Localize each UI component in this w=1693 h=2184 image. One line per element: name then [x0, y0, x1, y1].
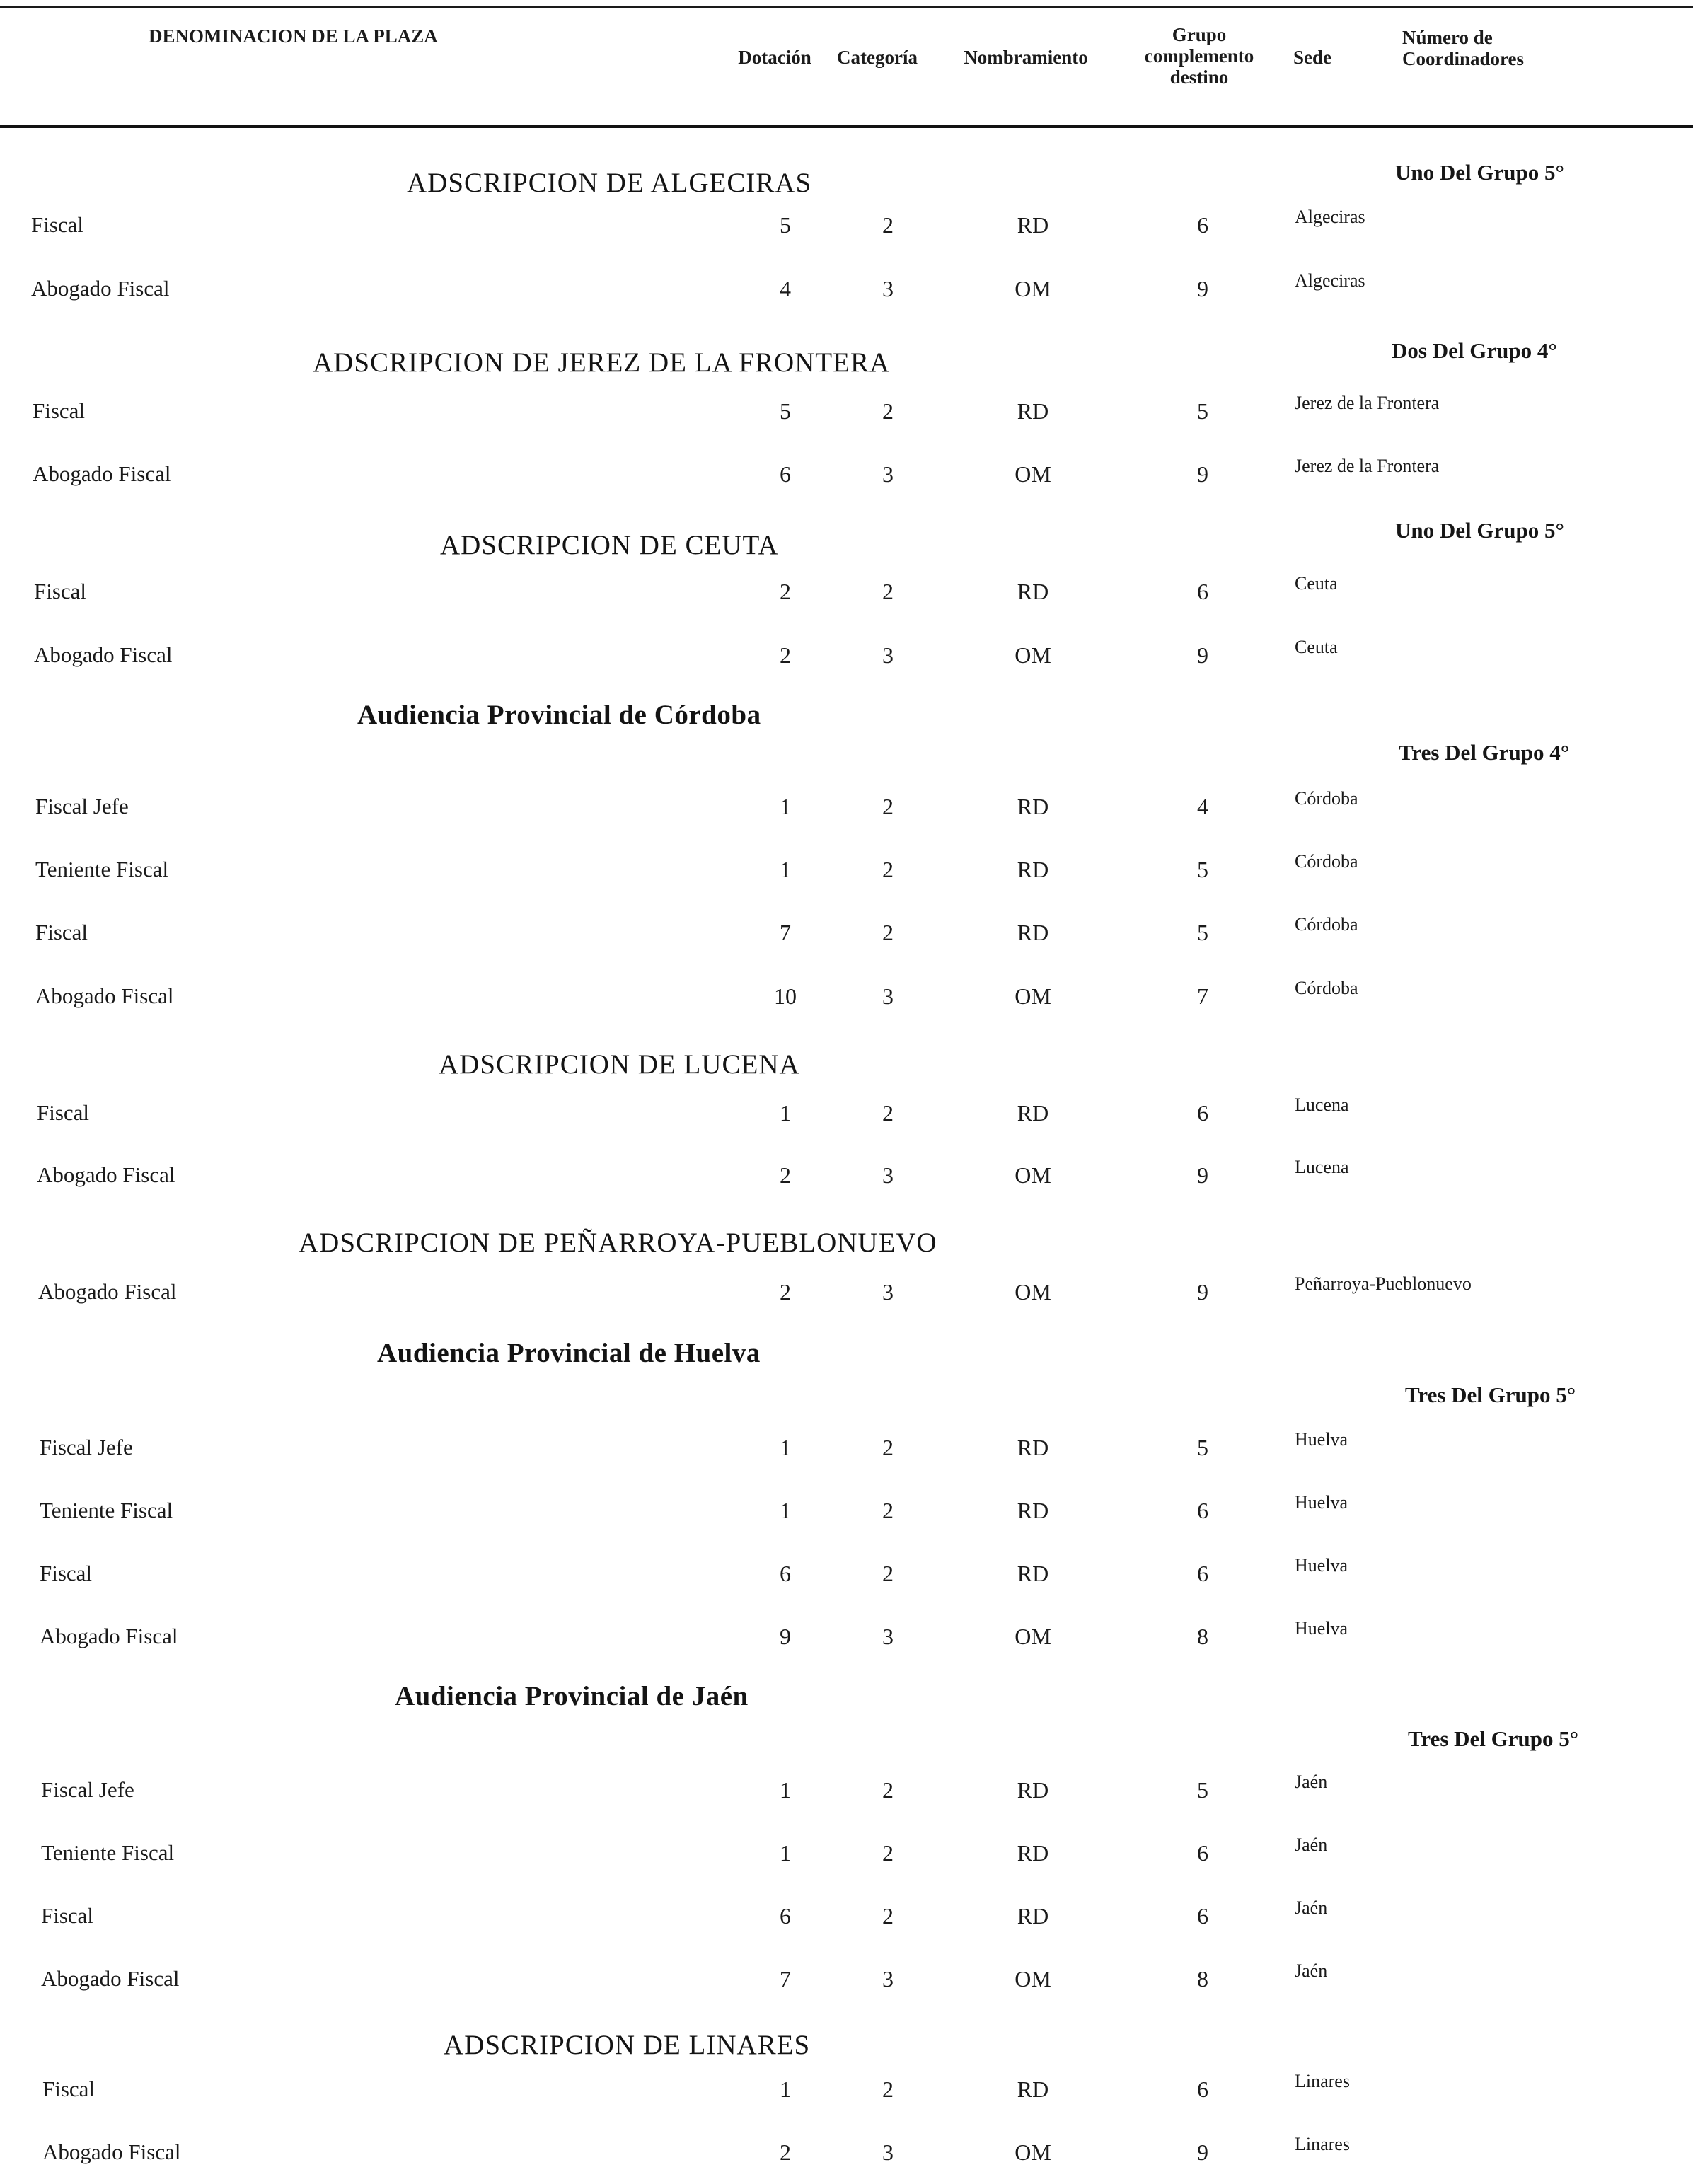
nombramiento-cell: RD	[1017, 857, 1049, 882]
nombramiento-cell: OM	[1015, 983, 1051, 1009]
table-row	[0, 1618, 1693, 1666]
grupo-cell: 5	[1197, 1435, 1208, 1460]
sede-cell: Córdoba	[1295, 788, 1358, 809]
denominacion-cell: Fiscal	[40, 1561, 93, 1585]
grupo-cell: 7	[1197, 983, 1208, 1009]
section-title: Audiencia Provincial de Huelva	[377, 1338, 761, 1368]
table-row	[0, 914, 1693, 962]
coordinadores-note: Uno Del Grupo 5°	[1395, 518, 1564, 543]
table-row	[0, 1492, 1693, 1540]
denominacion-cell: Abogado Fiscal	[33, 461, 171, 486]
dotacion-cell: 5	[780, 398, 791, 424]
header-sede: Sede	[1293, 47, 1331, 68]
header-denominacion: DENOMINACION DE LA PLAZA	[149, 25, 438, 47]
denominacion-cell: Abogado Fiscal	[35, 983, 174, 1008]
categoria-cell: 3	[882, 1279, 894, 1305]
table-row	[0, 1960, 1693, 2009]
denominacion-cell: Fiscal	[31, 212, 84, 237]
categoria-cell: 2	[882, 1840, 894, 1866]
nombramiento-cell: RD	[1017, 920, 1049, 945]
dotacion-cell: 1	[780, 1777, 791, 1803]
grupo-cell: 6	[1197, 1100, 1208, 1126]
grupo-cell: 9	[1197, 642, 1208, 668]
section-title: ADSCRIPCION DE PEÑARROYA-PUEBLONUEVO	[299, 1227, 937, 1258]
dotacion-cell: 4	[780, 276, 791, 301]
categoria-cell: 3	[882, 461, 894, 487]
dotacion-cell: 1	[780, 1435, 791, 1460]
table-row	[0, 207, 1693, 255]
sede-cell: Huelva	[1295, 1555, 1348, 1576]
dotacion-cell: 1	[780, 794, 791, 819]
nombramiento-cell: OM	[1015, 1162, 1051, 1188]
table-row	[0, 1772, 1693, 1820]
denominacion-cell: Teniente Fiscal	[40, 1498, 173, 1523]
nombramiento-cell: RD	[1017, 1561, 1049, 1586]
coordinadores-note: Tres Del Grupo 5°	[1408, 1726, 1579, 1751]
categoria-cell: 3	[882, 983, 894, 1009]
nombramiento-cell: OM	[1015, 1279, 1051, 1305]
header-rule	[0, 125, 1693, 128]
dotacion-cell: 7	[780, 920, 791, 945]
categoria-cell: 3	[882, 1162, 894, 1188]
sede-cell: Linares	[1295, 2134, 1350, 2154]
table-row	[0, 1157, 1693, 1205]
categoria-cell: 2	[882, 794, 894, 819]
coordinadores-note: Dos Del Grupo 4°	[1392, 338, 1557, 363]
table-row	[0, 788, 1693, 836]
dotacion-cell: 1	[780, 1840, 791, 1866]
denominacion-cell: Fiscal Jefe	[40, 1435, 133, 1460]
denominacion-cell: Abogado Fiscal	[34, 642, 173, 667]
sede-cell: Jaén	[1295, 1960, 1328, 1981]
denominacion-cell: Abogado Fiscal	[42, 2139, 181, 2164]
categoria-cell: 2	[882, 1498, 894, 1523]
sede-cell: Córdoba	[1295, 851, 1358, 872]
categoria-cell: 2	[882, 398, 894, 424]
grupo-cell: 9	[1197, 1279, 1208, 1305]
denominacion-cell: Fiscal	[42, 2076, 96, 2101]
table-row	[0, 456, 1693, 504]
dotacion-cell: 6	[780, 461, 791, 487]
dotacion-cell: 2	[780, 1162, 791, 1188]
categoria-cell: 3	[882, 1624, 894, 1649]
nombramiento-cell: RD	[1017, 212, 1049, 238]
grupo-cell: 8	[1197, 1624, 1208, 1649]
coordinadores-note: Tres Del Grupo 4°	[1399, 740, 1570, 765]
categoria-cell: 3	[882, 2139, 894, 2165]
categoria-cell: 2	[882, 1903, 894, 1929]
grupo-cell: 9	[1197, 461, 1208, 487]
nombramiento-cell: OM	[1015, 1624, 1051, 1649]
dotacion-cell: 1	[780, 1498, 791, 1523]
table-row	[0, 1094, 1693, 1143]
nombramiento-cell: OM	[1015, 2139, 1051, 2165]
grupo-cell: 6	[1197, 212, 1208, 238]
table-row	[0, 1429, 1693, 1477]
categoria-cell: 2	[882, 2076, 894, 2102]
coordinadores-note: Uno Del Grupo 5°	[1395, 160, 1564, 185]
categoria-cell: 2	[882, 1100, 894, 1126]
table-row	[0, 978, 1693, 1026]
grupo-cell: 6	[1197, 1561, 1208, 1586]
denominacion-cell: Abogado Fiscal	[31, 276, 170, 301]
dotacion-cell: 2	[780, 579, 791, 604]
sede-cell: Peñarroya-Pueblonuevo	[1295, 1273, 1472, 1294]
nombramiento-cell: RD	[1017, 1840, 1049, 1866]
table-row	[0, 573, 1693, 621]
sede-cell: Jaén	[1295, 1772, 1328, 1792]
dotacion-cell: 1	[780, 857, 791, 882]
denominacion-cell: Abogado Fiscal	[41, 1966, 180, 1991]
categoria-cell: 2	[882, 857, 894, 882]
grupo-cell: 6	[1197, 579, 1208, 604]
sede-cell: Jaén	[1295, 1835, 1328, 1855]
dotacion-cell: 1	[780, 2076, 791, 2102]
nombramiento-cell: RD	[1017, 1435, 1049, 1460]
nombramiento-cell: RD	[1017, 1777, 1049, 1803]
nombramiento-cell: RD	[1017, 579, 1049, 604]
sede-cell: Jaén	[1295, 1897, 1328, 1918]
table-row	[0, 851, 1693, 899]
dotacion-cell: 1	[780, 1100, 791, 1126]
grupo-cell: 9	[1197, 276, 1208, 301]
nombramiento-cell: OM	[1015, 1966, 1051, 1992]
denominacion-cell: Abogado Fiscal	[37, 1162, 175, 1187]
grupo-cell: 5	[1197, 920, 1208, 945]
sede-cell: Huelva	[1295, 1492, 1348, 1513]
table-row	[0, 1273, 1693, 1322]
nombramiento-cell: RD	[1017, 1498, 1049, 1523]
header-grupo: Grupo complemento destino	[1144, 24, 1254, 88]
sede-cell: Jerez de la Frontera	[1295, 393, 1440, 413]
header-nombramiento: Nombramiento	[964, 47, 1088, 68]
table-row	[0, 1835, 1693, 1883]
denominacion-cell: Fiscal	[41, 1903, 94, 1928]
grupo-cell: 6	[1197, 2076, 1208, 2102]
section-title: ADSCRIPCION DE LINARES	[444, 2030, 811, 2060]
sede-cell: Huelva	[1295, 1618, 1348, 1639]
denominacion-cell: Fiscal	[34, 579, 87, 603]
section-title: ADSCRIPCION DE ALGECIRAS	[407, 168, 812, 198]
section-title: Audiencia Provincial de Jaén	[395, 1681, 749, 1711]
table-row	[0, 637, 1693, 685]
dotacion-cell: 9	[780, 1624, 791, 1649]
categoria-cell: 2	[882, 579, 894, 604]
categoria-cell: 2	[882, 1561, 894, 1586]
table-row	[0, 2134, 1693, 2182]
categoria-cell: 2	[882, 1777, 894, 1803]
sede-cell: Lucena	[1295, 1157, 1349, 1177]
grupo-cell: 5	[1197, 1777, 1208, 1803]
grupo-cell: 5	[1197, 857, 1208, 882]
grupo-cell: 6	[1197, 1498, 1208, 1523]
nombramiento-cell: OM	[1015, 461, 1051, 487]
grupo-cell: 4	[1197, 794, 1208, 819]
sede-cell: Ceuta	[1295, 573, 1338, 594]
dotacion-cell: 10	[774, 983, 797, 1009]
table-row	[0, 1897, 1693, 1946]
header-dotacion: Dotación	[738, 47, 811, 68]
dotacion-cell: 2	[780, 2139, 791, 2165]
sede-cell: Córdoba	[1295, 914, 1358, 935]
header-coordinadores: Número de Coordinadores	[1402, 27, 1525, 69]
nombramiento-cell: RD	[1017, 2076, 1049, 2102]
nombramiento-cell: RD	[1017, 1903, 1049, 1929]
denominacion-cell: Fiscal Jefe	[35, 794, 129, 819]
dotacion-cell: 7	[780, 1966, 791, 1992]
grupo-cell: 6	[1197, 1840, 1208, 1866]
nombramiento-cell: OM	[1015, 276, 1051, 301]
dotacion-cell: 6	[780, 1903, 791, 1929]
coordinadores-note: Tres Del Grupo 5°	[1405, 1382, 1576, 1407]
denominacion-cell: Abogado Fiscal	[38, 1279, 177, 1304]
denominacion-cell: Fiscal	[33, 398, 86, 423]
grupo-cell: 6	[1197, 1903, 1208, 1929]
section-title: Audiencia Provincial de Córdoba	[357, 700, 761, 730]
grupo-cell: 9	[1197, 2139, 1208, 2165]
sede-cell: Lucena	[1295, 1094, 1349, 1115]
categoria-cell: 3	[882, 642, 894, 668]
categoria-cell: 3	[882, 1966, 894, 1992]
top-rule	[0, 6, 1693, 8]
section-title: ADSCRIPCION DE JEREZ DE LA FRONTERA	[313, 347, 891, 378]
dotacion-cell: 5	[780, 212, 791, 238]
sede-cell: Linares	[1295, 2071, 1350, 2091]
denominacion-cell: Teniente Fiscal	[35, 857, 169, 882]
section-title: ADSCRIPCION DE LUCENA	[439, 1049, 800, 1080]
denominacion-cell: Fiscal	[37, 1100, 90, 1125]
table-row	[0, 2071, 1693, 2119]
table-row	[0, 1555, 1693, 1603]
denominacion-cell: Teniente Fiscal	[41, 1840, 175, 1865]
categoria-cell: 2	[882, 1435, 894, 1460]
section-title: ADSCRIPCION DE CEUTA	[440, 530, 779, 560]
grupo-cell: 5	[1197, 398, 1208, 424]
nombramiento-cell: RD	[1017, 794, 1049, 819]
nombramiento-cell: OM	[1015, 642, 1051, 668]
grupo-cell: 9	[1197, 1162, 1208, 1188]
nombramiento-cell: RD	[1017, 1100, 1049, 1126]
categoria-cell: 3	[882, 276, 894, 301]
denominacion-cell: Abogado Fiscal	[40, 1624, 178, 1648]
dotacion-cell: 2	[780, 642, 791, 668]
sede-cell: Algeciras	[1295, 270, 1365, 291]
header-categoria: Categoría	[837, 47, 918, 68]
categoria-cell: 2	[882, 920, 894, 945]
table-row	[0, 393, 1693, 441]
nombramiento-cell: RD	[1017, 398, 1049, 424]
sede-cell: Huelva	[1295, 1429, 1348, 1450]
categoria-cell: 2	[882, 212, 894, 238]
dotacion-cell: 6	[780, 1561, 791, 1586]
sede-cell: Ceuta	[1295, 637, 1338, 657]
grupo-cell: 8	[1197, 1966, 1208, 1992]
sede-cell: Córdoba	[1295, 978, 1358, 998]
dotacion-cell: 2	[780, 1279, 791, 1305]
sede-cell: Algeciras	[1295, 207, 1365, 227]
sede-cell: Jerez de la Frontera	[1295, 456, 1440, 476]
denominacion-cell: Fiscal	[35, 920, 88, 944]
denominacion-cell: Fiscal Jefe	[41, 1777, 134, 1802]
table-row	[0, 270, 1693, 318]
